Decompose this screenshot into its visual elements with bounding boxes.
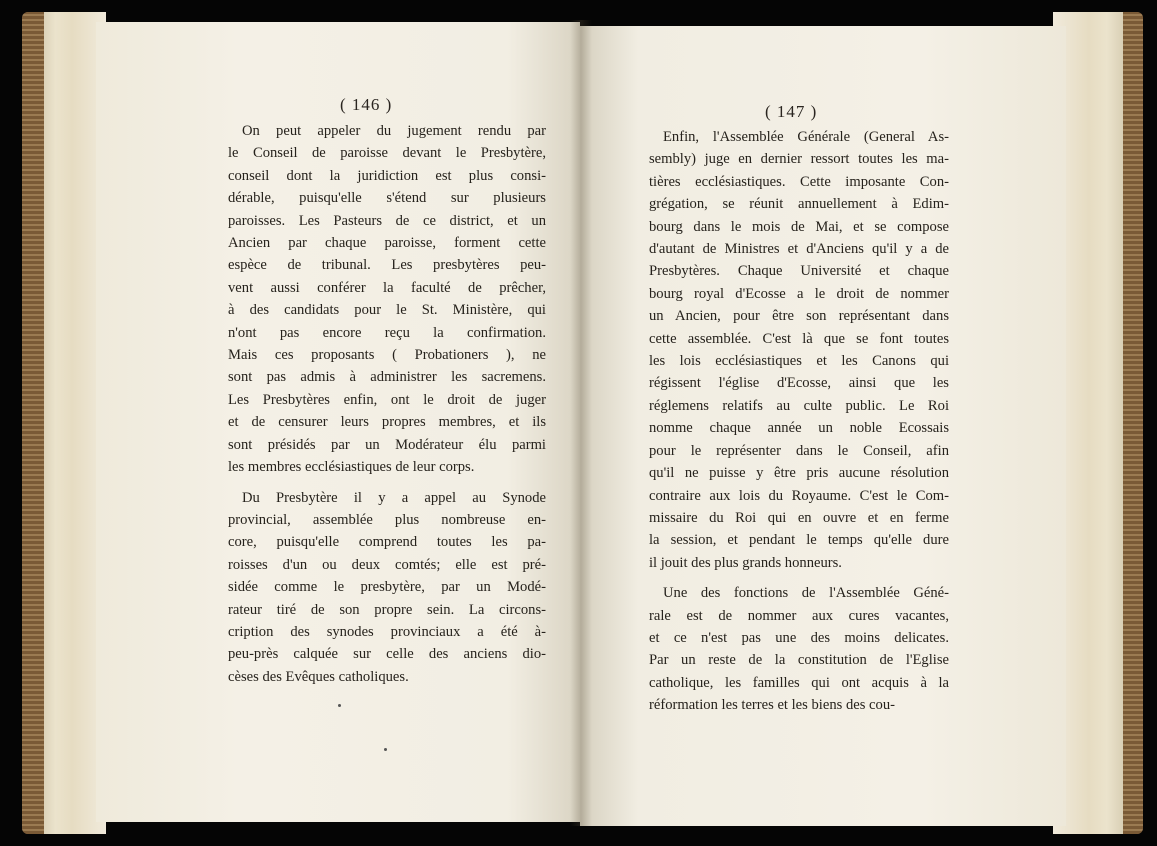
ink-speck [384, 748, 387, 751]
text-line: espèce de tribunal. Les presbytères peu- [228, 257, 546, 274]
book-gutter [570, 20, 592, 826]
text-line: catholique, les familles qui ont acquis à la [649, 674, 949, 691]
text-line: sembly) juge en dernier ressort toutes les ma- [649, 151, 949, 168]
book-fore-edge-right [1053, 12, 1143, 834]
text-line: missaire du Roi qui en ouvre et en ferme [649, 509, 949, 526]
text-line: vent aussi conférer la faculté de prêcher, [228, 279, 546, 296]
text-line: bourg royal d'Ecosse a le droit de nommer [649, 285, 949, 302]
paragraph-gap [649, 574, 949, 582]
ink-speck [338, 704, 341, 707]
text-line: tières ecclésiastiques. Cette imposante Con- [649, 173, 949, 190]
text-line: bourg dans le mois de Mai, et se compose [649, 218, 949, 235]
text-line: il jouit des plus grands honneurs. [649, 554, 842, 571]
text-line: à des candidats pour le St. Ministère, qui [228, 302, 546, 319]
text-line: Par un reste de la constitution de l'Eglise [649, 652, 949, 669]
text-line: rale est de nommer aux cures vacantes, [649, 607, 949, 624]
text-line: le Conseil de paroisse devant le Presbytère, [228, 145, 546, 162]
left-page-number: ( 146 ) [340, 95, 393, 114]
text-line: On peut appeler du jugement rendu par [242, 123, 546, 139]
text-line: sont présidés par un Modérateur élu parmi [228, 436, 546, 453]
right-page-text [649, 126, 949, 717]
text-line: Du Presbytère il y a appel au Synode [242, 489, 546, 506]
text-line: sidée comme le presbytère, par un Modé- [228, 579, 546, 596]
text-line: provincial, assemblée plus nombreuse en- [228, 511, 546, 528]
text-line: paroisses. Les Pasteurs de ce district, et un [228, 212, 546, 229]
text-line: qu'il ne puisse y être pris aucune résolution [649, 465, 949, 482]
text-line: core, puisqu'elle comprend toutes les pa- [228, 534, 546, 551]
text-line: Ancien par chaque paroisse, forment cette [228, 235, 546, 252]
text-line: Les Presbytères enfin, ont le droit de juger [228, 391, 546, 408]
text-line: réglemens relatifs au culte public. Le Roi [649, 397, 949, 414]
text-line: dérable, puisqu'elle s'étend sur plusieurs [228, 190, 546, 207]
left-page-text [228, 120, 546, 688]
text-line: grégation, se réunit annuellement à Edim- [649, 196, 949, 213]
text-line: Mais ces proposants ( Probationers ), ne [228, 347, 546, 364]
text-line: régissent l'église d'Ecosse, ainsi que les [649, 375, 949, 392]
text-line: Une des fonctions de l'Assemblée Géné- [663, 585, 949, 602]
text-line: cette assemblée. C'est là que se font toutes [649, 330, 949, 347]
text-line: n'ont pas encore reçu la confirmation. [228, 324, 546, 341]
right-page-number: ( 147 ) [765, 102, 818, 121]
text-line: sont pas admis à administrer les sacremens. [228, 369, 546, 386]
text-line: et de censurer leurs propres membres, et ils [228, 414, 546, 431]
text-line: la session, et pendant le temps qu'elle dure [649, 532, 949, 549]
paragraph-gap [228, 479, 546, 487]
text-line: un Ancien, pour être son représentant dans [649, 308, 949, 325]
text-line: cèses des Evêques catholiques. [228, 668, 409, 685]
text-line: réformation les terres et les biens des cou- [649, 697, 895, 714]
text-line: peu-près calquée sur celle des anciens dio- [228, 646, 546, 663]
text-line: cription des synodes provinciaux a été à- [228, 623, 546, 640]
text-line: contraire aux lois du Royaume. C'est le Com- [649, 487, 949, 504]
text-line: d'autant de Ministres et d'Anciens qu'il y a de [649, 241, 949, 258]
text-line: Presbytères. Chaque Université et chaque [649, 263, 949, 280]
text-line: conseil dont la juridiction est plus consi- [228, 167, 546, 184]
text-line: les lois ecclésiastiques et les Canons qui [649, 353, 949, 370]
text-line: les membres ecclésiastiques de leur corps. [228, 459, 475, 476]
text-line: nomme chaque année un noble Ecossais [649, 420, 949, 437]
text-line: Enfin, l'Assemblée Générale (General As- [663, 129, 949, 145]
text-line: rateur tiré de son propre sein. La circons- [228, 601, 546, 618]
book-fore-edge-left [22, 12, 106, 834]
text-line: et ce n'est pas une des moins delicates. [649, 629, 949, 646]
text-line: roisses d'un ou deux comtés; elle est pré- [228, 556, 546, 573]
text-line: pour le représenter dans le Conseil, afin [649, 442, 949, 459]
